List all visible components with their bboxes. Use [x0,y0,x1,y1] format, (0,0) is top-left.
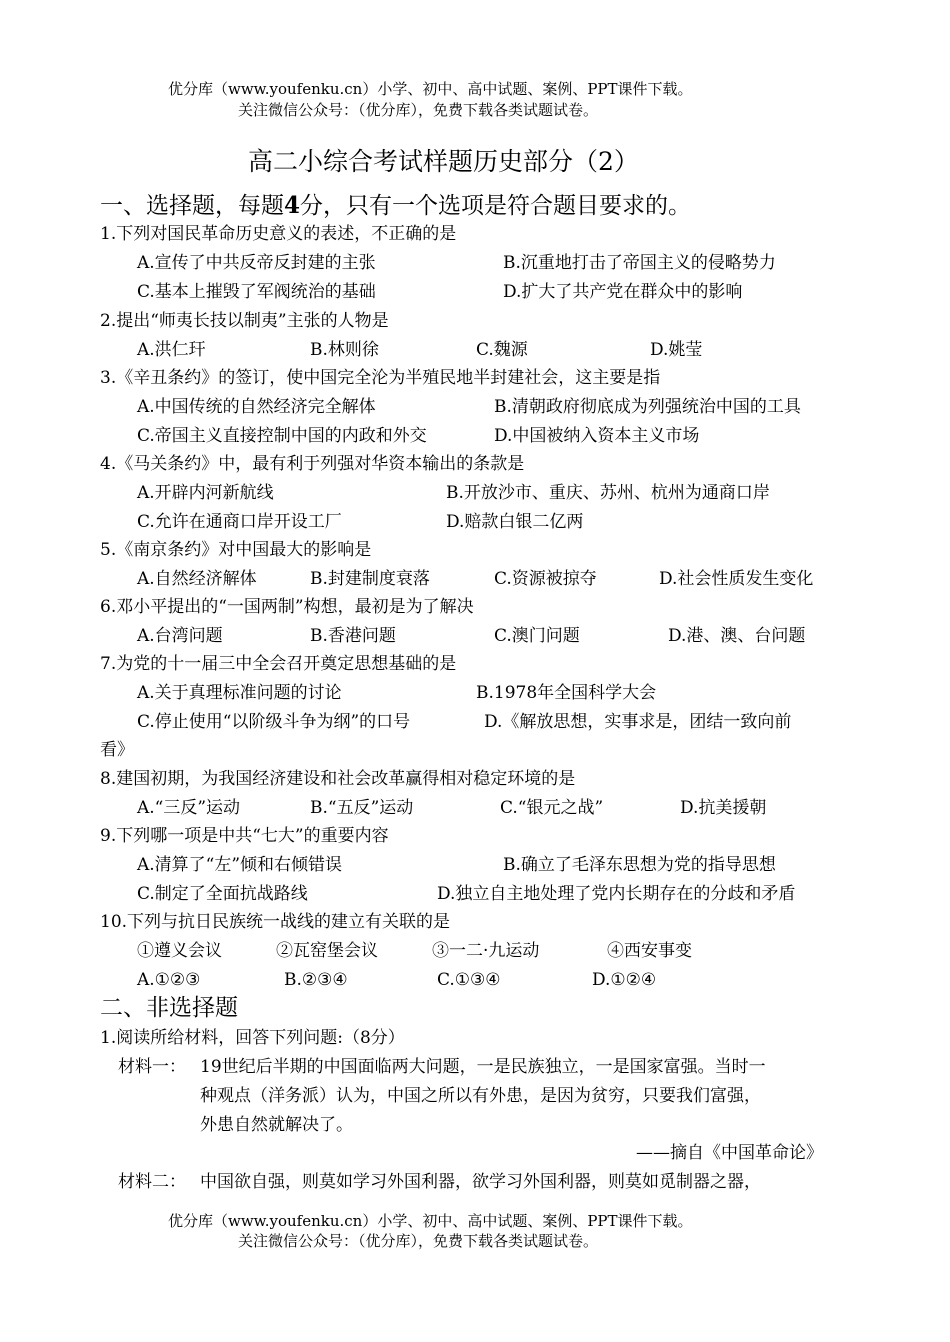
question-10-option-b: B.②③④ [284,970,348,990]
question-5-option-c: C.资源被掠夺 [494,569,597,589]
header-line-1: 优分库（www.youfenku.cn）小学、初中、高中试题、案例、PPT课件下载。 [168,80,693,98]
question-10-option-d: D.①②④ [592,970,657,990]
question-2-option-a: A.洪仁玕 [137,340,206,360]
question-2-option-d: D.姚莹 [650,340,703,360]
question-7-option-c: C.停止使用“以阶级斗争为纲”的口号 [137,712,411,732]
question-8-option-b: B.“五反”运动 [310,798,414,818]
question-1-stem: 1.下列对国民革命历史意义的表述，不正确的是 [100,224,457,244]
question-1-option-d: D.扩大了共产党在群众中的影响 [503,282,743,302]
material-1-line-2: 种观点（洋务派）认为，中国之所以有外患，是因为贫穷，只要我们富强， [200,1086,761,1106]
question-6-option-a: A.台湾问题 [137,626,223,646]
material-1-line-3: 外患自然就解决了。 [200,1115,353,1135]
question-5-option-d: D.社会性质发生变化 [659,569,814,589]
footer-line-2: 关注微信公众号：（优分库），免费下载各类试题试卷。 [238,1232,599,1250]
question-5-stem: 5.《南京条约》对中国最大的影响是 [100,540,372,560]
question-2-option-c: C.魏源 [476,340,528,360]
question-8-option-d: D.抗美援朝 [680,798,767,818]
question-10-item-3: ③一二·九运动 [432,941,540,961]
question-3-option-c: C.帝国主义直接控制中国的内政和外交 [137,426,427,446]
question-7-stem: 7.为党的十一届三中全会召开奠定思想基础的是 [100,654,457,674]
question-9-option-b: B.确立了毛泽东思想为党的指导思想 [503,855,776,875]
question-10-option-c: C.①③④ [437,970,501,990]
section-2-question-1-stem: 1.阅读所给材料，回答下列问题:（8分） [100,1028,405,1048]
question-4-option-c: C.允许在通商口岸开设工厂 [137,512,342,532]
question-3-stem: 3.《辛丑条约》的签订，使中国完全沦为半殖民地半封建社会，这主要是指 [100,368,661,388]
section-2-heading: 二、非选择题 [100,995,238,1021]
question-3-option-a: A.中国传统的自然经济完全解体 [137,397,376,417]
section-1-heading [100,192,691,220]
question-4-option-b: B.开放沙市、重庆、苏州、杭州为通商口岸 [446,483,770,503]
question-10-stem: 10.下列与抗日民族统一战线的建立有关联的是 [100,912,451,932]
question-9-option-c: C.制定了全面抗战路线 [137,884,308,904]
question-5-option-b: B.封建制度衰落 [310,569,430,589]
section-1-heading-score: 4 [284,192,301,219]
question-4-option-a: A.开辟内河新航线 [137,483,274,503]
question-10-item-2: ②瓦窑堡会议 [276,941,378,961]
footer-line-1: 优分库（www.youfenku.cn）小学、初中、高中试题、案例、PPT课件下载。 [168,1212,693,1230]
question-7-option-d: D.《解放思想，实事求是，团结一致向前 [484,712,792,732]
material-1-source: ——摘自《中国革命论》 [636,1143,823,1163]
question-9-option-d: D.独立自主地处理了党内长期存在的分歧和矛盾 [437,884,796,904]
material-1-line-1: 19世纪后半期的中国面临两大问题，一是民族独立，一是国家富强。当时一 [200,1057,766,1077]
header-line-2: 关注微信公众号：（优分库），免费下载各类试题试卷。 [238,101,599,119]
question-6-stem: 6.邓小平提出的“一国两制”构想，最初是为了解决 [100,597,474,617]
question-7-option-b: B.1978年全国科学大会 [476,683,657,703]
question-10-item-4: ④西安事变 [607,941,692,961]
question-10-item-1: ①遵义会议 [137,941,222,961]
question-6-option-d: D.港、澳、台问题 [668,626,806,646]
question-9-stem: 9.下列哪一项是中共“七大”的重要内容 [100,826,389,846]
question-1-option-b: B.沉重地打击了帝国主义的侵略势力 [503,253,776,273]
question-10-option-a: A.①②③ [137,970,201,990]
question-9-option-a: A.清算了“左”倾和右倾错误 [137,855,343,875]
question-4-option-d: D.赔款白银二亿两 [446,512,584,532]
question-2-stem: 2.提出“师夷长技以制夷”主张的人物是 [100,311,389,331]
material-2-label: 材料二： [118,1172,186,1192]
question-4-stem: 4.《马关条约》中，最有利于列强对华资本输出的条款是 [100,454,525,474]
question-6-option-b: B.香港问题 [310,626,396,646]
question-3-option-b: B.清朝政府彻底成为列强统治中国的工具 [494,397,801,417]
question-2-option-b: B.林则徐 [310,340,379,360]
question-8-stem: 8.建国初期，为我国经济建设和社会改革赢得相对稳定环境的是 [100,769,576,789]
question-8-option-c: C.“银元之战” [500,798,604,818]
question-1-option-c: C.基本上摧毁了军阀统治的基础 [137,282,376,302]
question-6-option-c: C.澳门问题 [494,626,580,646]
material-2-line-1: 中国欲自强，则莫如学习外国利器，欲学习外国利器，则莫如觅制器之器， [200,1172,761,1192]
question-5-option-a: A.自然经济解体 [137,569,257,589]
material-1-label: 材料一： [118,1057,186,1077]
page-title: 高二小综合考试样题历史部分（2） [248,147,639,176]
section-1-heading-text-a: 一、选择题，每题 [100,193,284,219]
question-1-option-a: A.宣传了中共反帝反封建的主张 [137,253,376,273]
section-1-heading-text-b: 分，只有一个选项是符合题目要求的。 [300,193,692,219]
question-7-option-d-continuation: 看》 [100,740,134,760]
question-7-option-a: A.关于真理标准问题的讨论 [137,683,342,703]
question-8-option-a: A.“三反”运动 [137,798,241,818]
question-3-option-d: D.中国被纳入资本主义市场 [494,426,700,446]
